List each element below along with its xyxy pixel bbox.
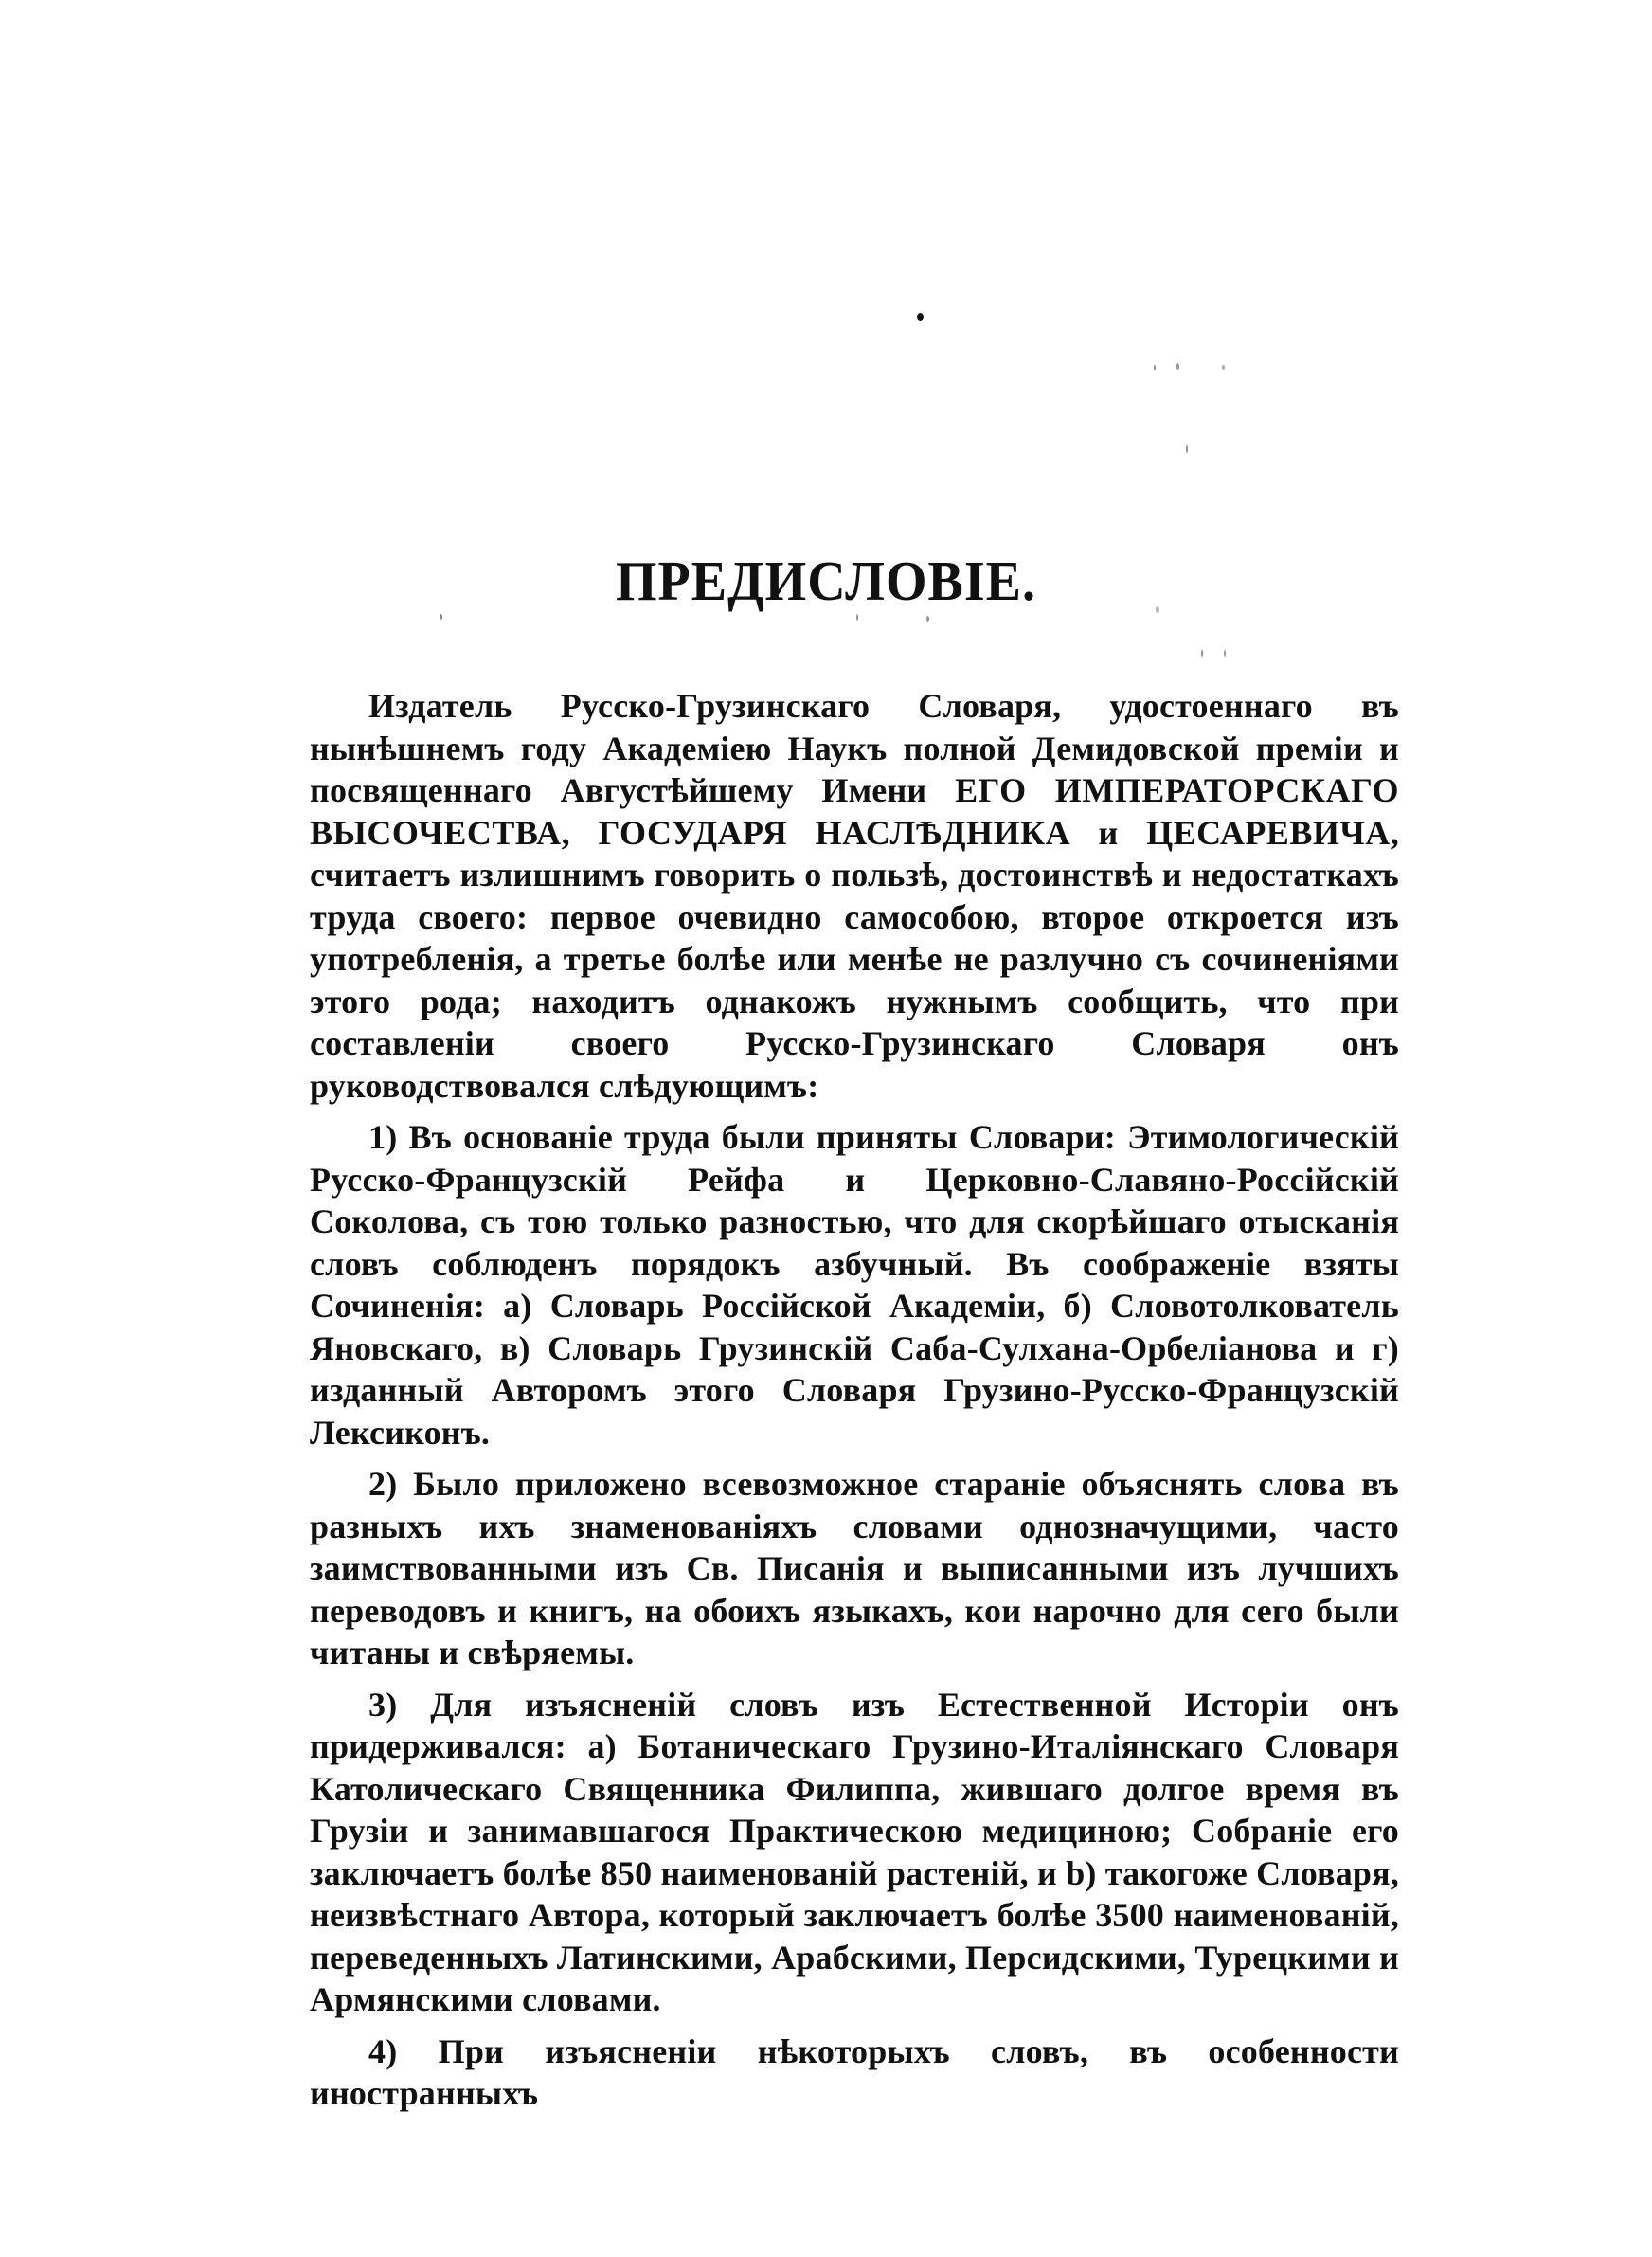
print-speck [440,614,442,620]
print-speck [917,313,924,321]
page-title: ПРЕДИСЛОВІЕ. [615,550,1037,613]
paragraph-item-3: 3) Для изъясненій словъ изъ Естественной Исторіи онъ придерживался: а) Ботаническаго Грузино-Италіянскаго Словаря Католическаго Священника Филиппа, жившаго долгое время въ Грузіи и занимавшагося Практическою медициною; Собраніе его заключаетъ болѣе 850 наименованій растеній, и b) такогоже Словаря, неизвѣстнаго Автора, который заключаетъ болѣе 3500 наименованій, переведенныхъ Латинскими, Арабскими, Персидскими, Турецкими и Армянскими словами. [310,1685,1399,2018]
print-speck [856,614,858,621]
print-speck [1154,365,1156,370]
preface-body [310,685,1399,2115]
intro-text-end: , считаетъ излишнимъ говорить о пользѣ, достоинствѣ и недостаткахъ труда своего: первое очевидно самособою, второе откроется изъ употребленія, а третье болѣе или менѣе не разлучно съ сочиненіями этого рода; находитъ однакожъ нужнымъ сообщить, что при составленіи своего Русско-Грузинскаго Словаря онъ руководствовался слѣдующимъ: [310,813,1399,1105]
print-speck [1222,365,1225,370]
imperial-title: ЕГО ИМПЕРАТОРСКАГО ВЫСОЧЕСТВА, ГОСУДАРЯ НАСЛѢДНИКА и ЦЕСАРЕВИЧА [310,771,1399,852]
paragraph-intro [310,685,1399,1107]
paragraph-item-2: 2) Было приложено всевозможное стараніе объяснять слова въ разныхъ ихъ знаменованіяхъ словами однозначущими, часто заимствованными изъ Св. Писанія и выписанными изъ лучшихъ переводовъ и книгъ, на обоихъ языкахъ, кои нарочно для сего были читаны и свѣряемы. [310,1465,1399,1671]
print-speck [1224,650,1226,657]
print-speck [1186,445,1188,453]
paragraph-item-1: 1) Въ основаніе труда были приняты Словари: Этимологическій Русско-Французскій Рейфа и Церковно-Славяно-Россійскій Соколова, съ тою только разностью, что для скорѣйшаго отысканія словъ соблюденъ порядокъ азбучный. Въ соображеніе взяты Сочиненія: а) Словарь Россійской Академіи, б) Словотолкователь Яновскаго, в) Словарь Грузинскій Саба-Сулхана-Орбеліанова и г) изданный Авторомъ этого Словаря Грузино-Русско-Французскій Лексиконъ. [310,1118,1399,1452]
print-speck [926,616,929,622]
print-speck [1201,650,1203,657]
paragraph-item-4: 4) При изъясненіи нѣкоторыхъ словъ, въ особенности иностранныхъ [310,2031,1399,2112]
print-speck [1176,363,1179,370]
intro-text-start: Издатель Русско-Грузинскаго Словаря, удостоеннаго въ нынѣшнемъ году Академіею Наукъ полной Демидовской преміи и посвященнаго Августѣйшему Имени [310,687,1399,809]
